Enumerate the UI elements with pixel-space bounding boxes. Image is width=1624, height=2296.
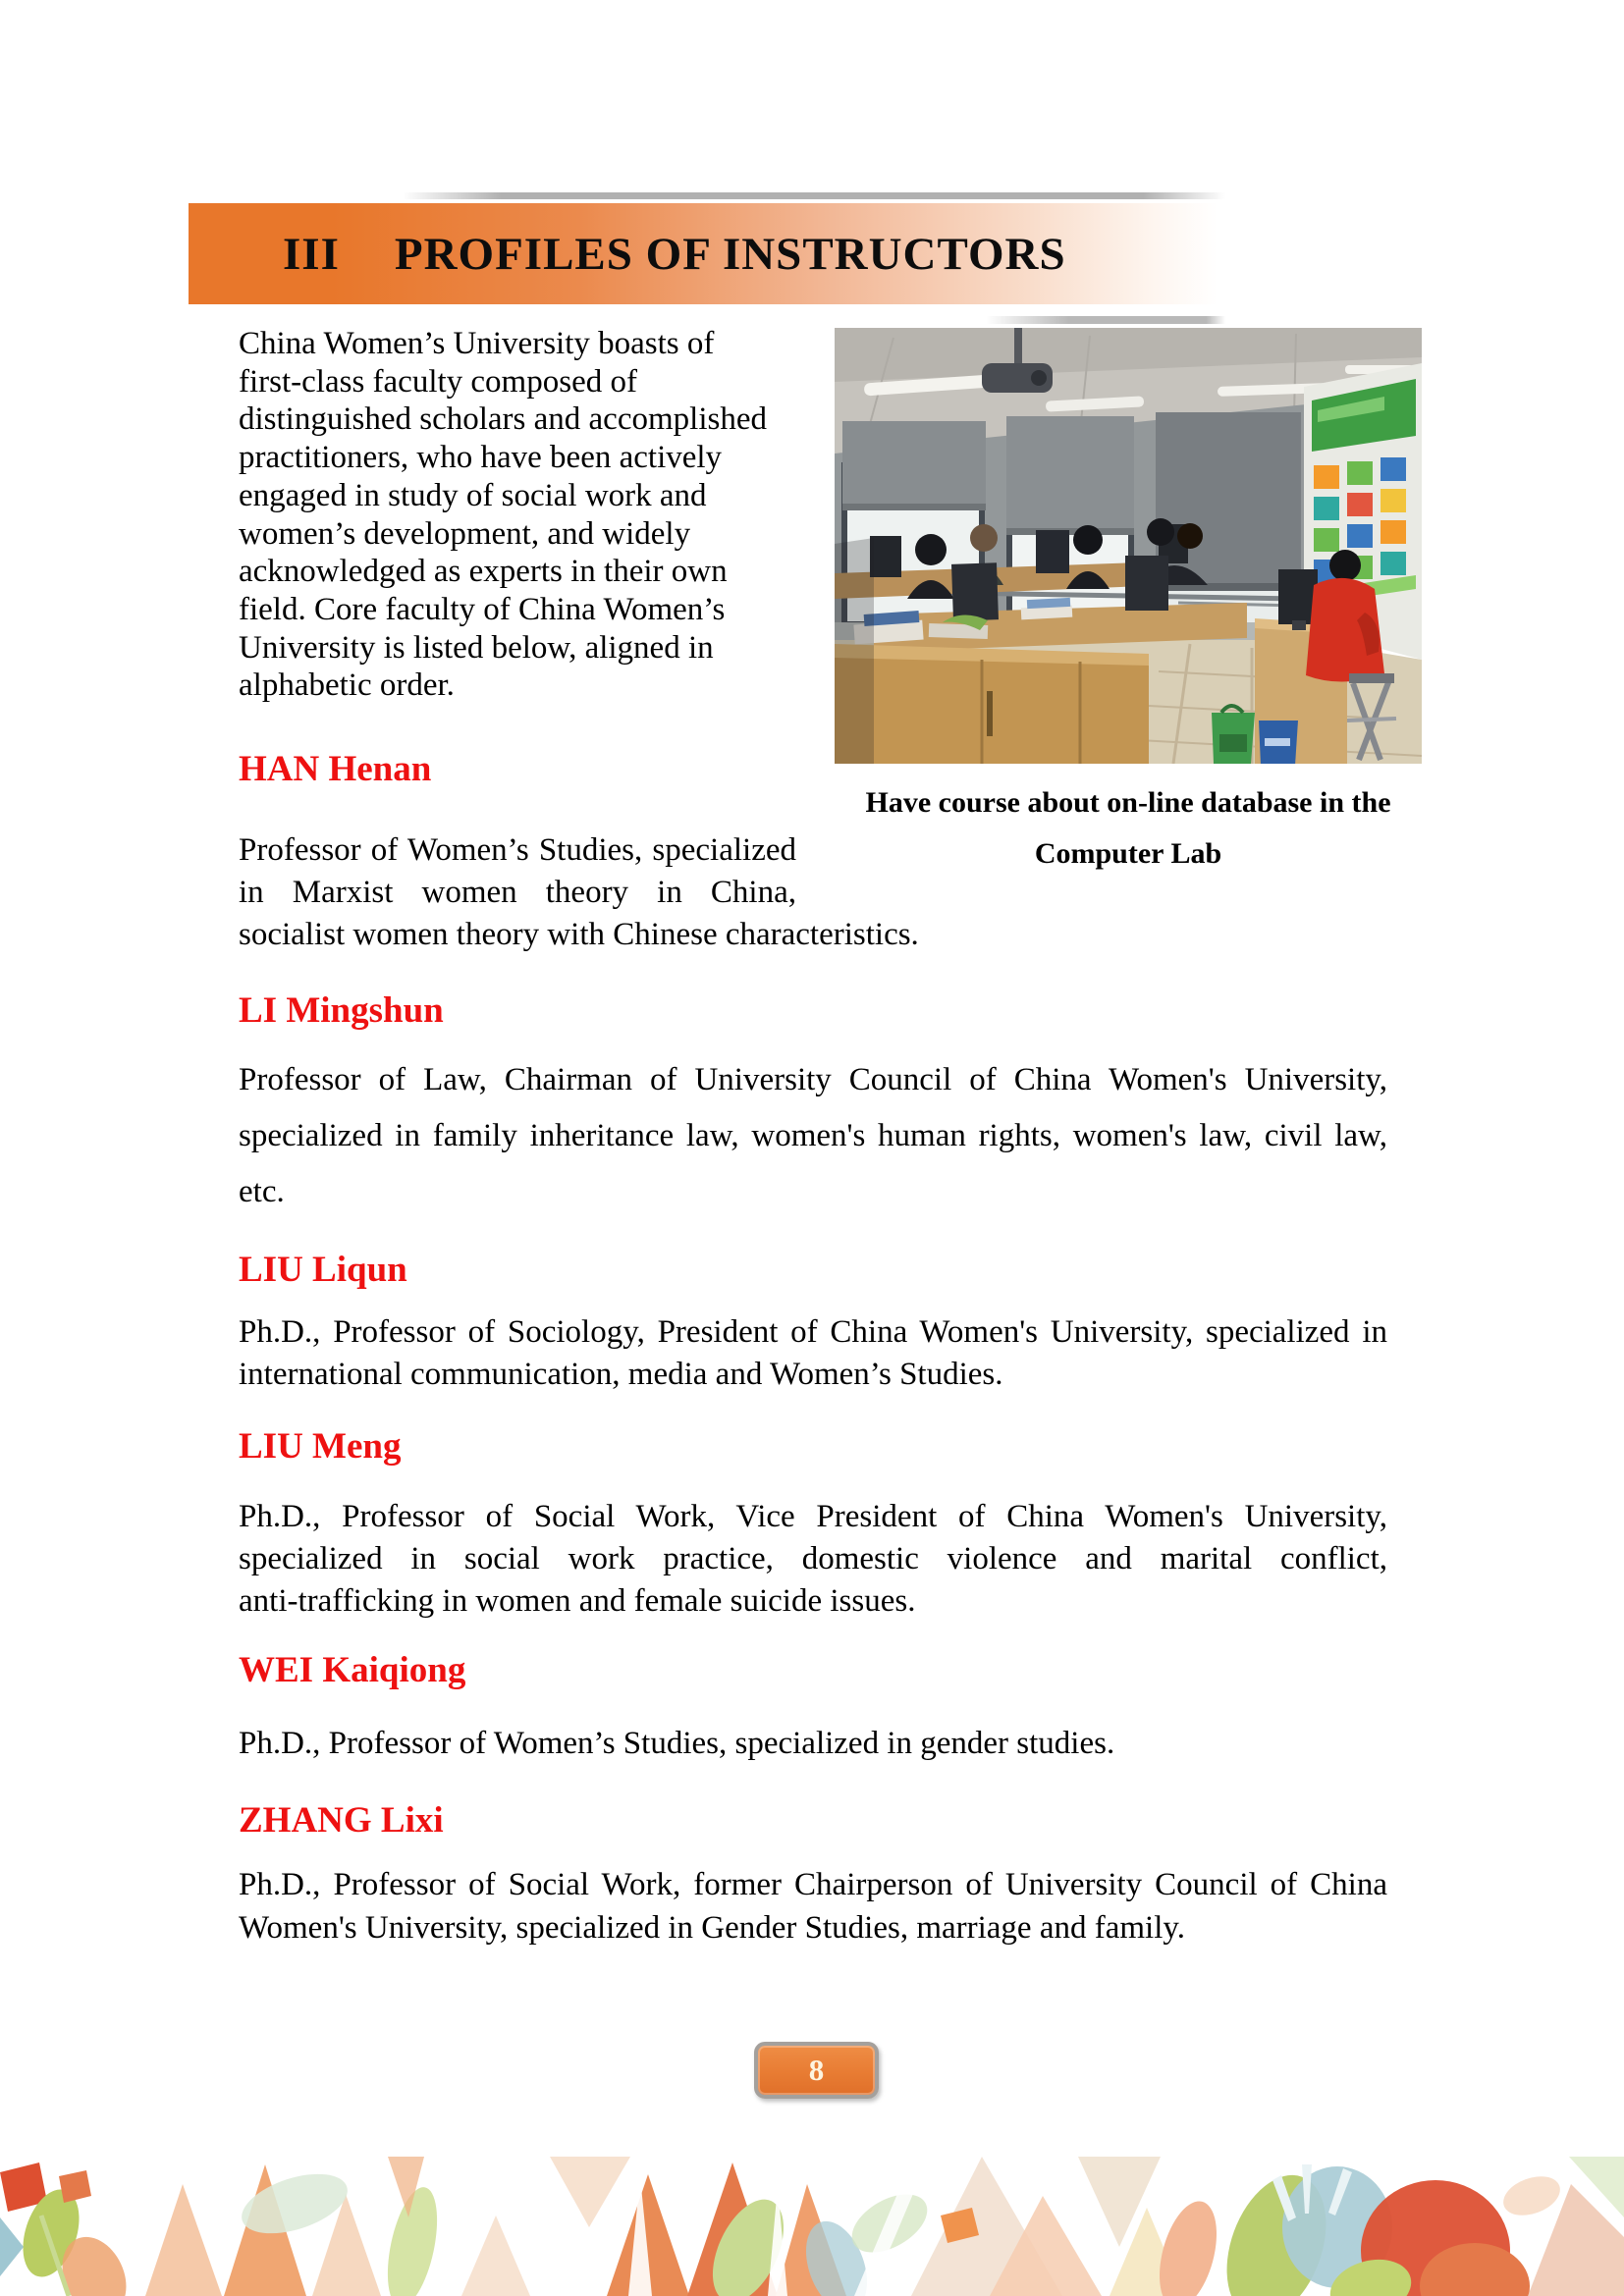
photo-caption-line: Have course about on-line database in the <box>865 786 1391 819</box>
instructor-name-li-mingshun: LI Mingshun <box>239 990 444 1031</box>
header-shadow <box>403 192 1225 199</box>
section-title-text: PROFILES OF INSTRUCTORS <box>394 228 1066 280</box>
instructor-name-wei-kaiqiong: WEI Kaiqiong <box>239 1650 466 1690</box>
instructor-name-liu-meng: LIU Meng <box>239 1426 402 1467</box>
section-header-bar <box>189 203 1218 304</box>
intro-line: alphabetic order. <box>239 667 455 704</box>
bio-line: specialized in family inheritance law, women's human rights, women's law, civil law, <box>239 1118 1387 1153</box>
intro-line: engaged in study of social work and <box>239 477 707 513</box>
bio-line: anti-trafficking in women and female suicide issues. <box>239 1583 916 1619</box>
page-number: 8 <box>808 2053 825 2087</box>
section-number: III <box>283 228 340 280</box>
intro-line: field. Core faculty of China Women’s <box>239 591 726 627</box>
bio-line: socialist women theory with Chinese characteristics. <box>239 917 919 952</box>
instructor-bio-liu-liqun <box>239 1311 1387 1396</box>
instructor-bio-han-henan <box>239 829 919 956</box>
intro-line: practitioners, who have been actively <box>239 440 723 476</box>
intro-paragraph <box>239 325 767 705</box>
instructor-name-liu-liqun: LIU Liqun <box>239 1250 407 1290</box>
intro-line: acknowledged as experts in their own <box>239 554 728 590</box>
bio-line: Professor of Law, Chairman of University Council of China Women's University, <box>239 1062 1387 1097</box>
bio-line: Professor of Women’s Studies, specialized <box>239 832 796 868</box>
instructor-bio-li-mingshun <box>239 1052 1387 1220</box>
header-shadow <box>986 316 1225 324</box>
bio-line: Ph.D., Professor of Social Work, Vice President of China Women's University, <box>239 1499 1387 1534</box>
classroom-photo <box>835 328 1422 764</box>
instructor-bio-liu-meng <box>239 1496 1387 1623</box>
section-header-title <box>189 228 1066 281</box>
instructor-name-han-henan: HAN Henan <box>239 749 432 789</box>
footer-decorative-collage <box>0 2157 1624 2296</box>
photo-caption <box>835 777 1422 880</box>
page-number-badge <box>754 2042 879 2099</box>
intro-line: women’s development, and widely <box>239 515 691 552</box>
intro-line: first-class faculty composed of <box>239 363 637 400</box>
instructor-bio-zhang-lixi <box>239 1863 1387 1949</box>
intro-line: University is listed below, aligned in <box>239 629 714 666</box>
intro-line: China Women’s University boasts of <box>239 326 715 361</box>
bio-line: Women's University, specialized in Gender Studies, marriage and family. <box>239 1910 1185 1946</box>
bio-line: international communication, media and Women’s Studies. <box>239 1357 1003 1392</box>
bio-line: etc. <box>239 1174 285 1209</box>
bio-line: Ph.D., Professor of Social Work, former Chairperson of University Council of China <box>239 1867 1387 1902</box>
intro-line: distinguished scholars and accomplished <box>239 401 767 438</box>
photo-caption-line: Computer Lab <box>1034 837 1222 870</box>
instructor-name-zhang-lixi: ZHANG Lixi <box>239 1800 444 1841</box>
instructor-bio-wei-kaiqiong <box>239 1723 1387 1765</box>
bio-line: Ph.D., Professor of Women’s Studies, specialized in gender studies. <box>239 1726 1115 1761</box>
bio-line: in Marxist women theory in China, <box>239 875 796 910</box>
classroom-photo-art <box>835 328 1422 764</box>
footer-collage-art <box>0 2157 1624 2296</box>
bio-line: specialized in social work practice, domestic violence and marital conflict, <box>239 1541 1387 1576</box>
bio-line: Ph.D., Professor of Sociology, President of China Women's University, specialized in <box>239 1314 1387 1350</box>
